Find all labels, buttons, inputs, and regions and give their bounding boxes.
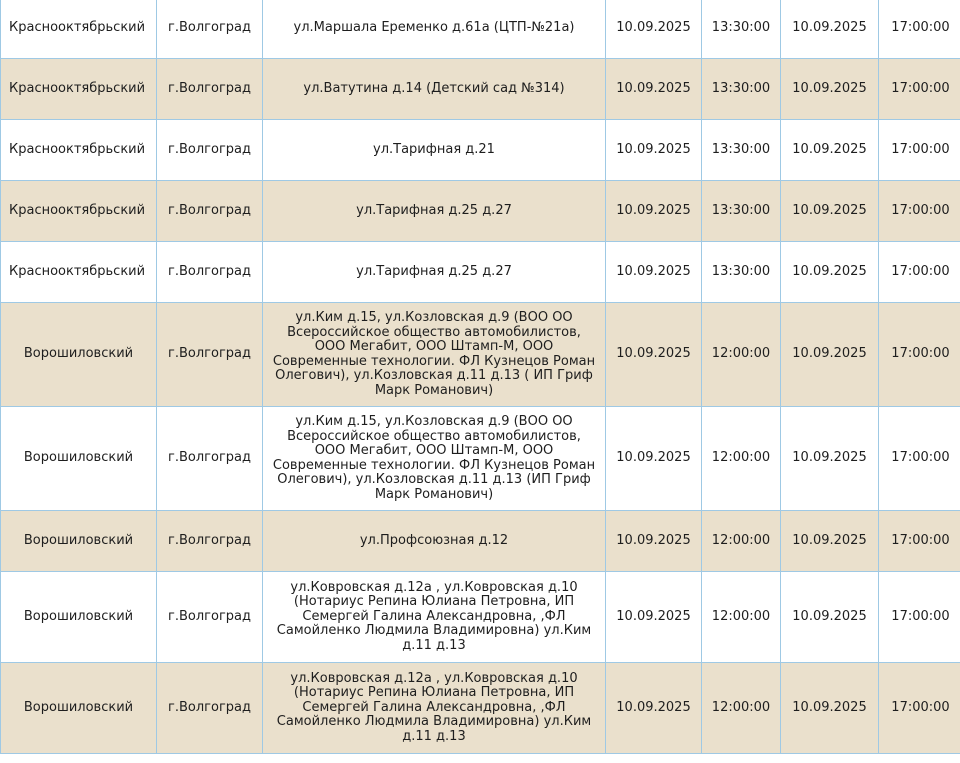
start-date-cell: 10.09.2025	[606, 511, 702, 572]
table-row	[1, 663, 960, 754]
address-cell: ул.Маршала Еременко д.61а (ЦТП-№21а)	[263, 0, 606, 59]
address-cell: ул.Ковровская д.12а , ул.Ковровская д.10 (Нотариус Репина Юлиана Петровна, ИП Семергей Галина Александровна, ,ФЛ Самойленко Людмила Владимировна) ул.Ким д.11 д.13	[263, 663, 606, 754]
start-time-cell: 12:00:00	[702, 511, 781, 572]
end-time-cell: 17:00:00	[879, 120, 960, 181]
address-cell: ул.Ким д.15, ул.Козловская д.9 (ВОО ОО Всероссийское общество автомобилистов, ООО Мегабит, ООО Штамп-М, ООО Современные технологии. ФЛ Кузнецов Роман Олегович), ул.Козловская д.11 д.13 ( ИП Гриф Марк Романович)	[263, 303, 606, 407]
end-date-cell: 10.09.2025	[781, 663, 879, 754]
city-cell: г.Волгоград	[157, 242, 263, 303]
address-cell: ул.Тарифная д.25 д.27	[263, 181, 606, 242]
address-cell: ул.Профсоюзная д.12	[263, 511, 606, 572]
end-date-cell: 10.09.2025	[781, 181, 879, 242]
start-date-cell: 10.09.2025	[606, 0, 702, 59]
end-date-cell: 10.09.2025	[781, 572, 879, 663]
start-date-cell: 10.09.2025	[606, 59, 702, 120]
city-cell: г.Волгоград	[157, 0, 263, 59]
start-time-cell: 13:30:00	[702, 0, 781, 59]
end-time-cell: 17:00:00	[879, 303, 960, 407]
city-cell: г.Волгоград	[157, 120, 263, 181]
start-date-cell: 10.09.2025	[606, 242, 702, 303]
end-time-cell: 17:00:00	[879, 663, 960, 754]
end-date-cell: 10.09.2025	[781, 511, 879, 572]
district-cell: Краснооктябрьский	[1, 0, 157, 59]
end-time-cell: 17:00:00	[879, 242, 960, 303]
end-date-cell: 10.09.2025	[781, 303, 879, 407]
start-date-cell: 10.09.2025	[606, 407, 702, 511]
start-time-cell: 13:30:00	[702, 120, 781, 181]
start-time-cell: 12:00:00	[702, 663, 781, 754]
table-row	[1, 120, 960, 181]
address-cell: ул.Ким д.15, ул.Козловская д.9 (ВОО ОО Всероссийское общество автомобилистов, ООО Мегабит, ООО Штамп-М, ООО Современные технологии. ФЛ Кузнецов Роман Олегович), ул.Козловская д.11 д.13 (ИП Гриф Марк Романович)	[263, 407, 606, 511]
district-cell: Ворошиловский	[1, 572, 157, 663]
start-time-cell: 13:30:00	[702, 242, 781, 303]
start-date-cell: 10.09.2025	[606, 303, 702, 407]
table-row	[1, 511, 960, 572]
table-row	[1, 59, 960, 120]
address-cell: ул.Ковровская д.12а , ул.Ковровская д.10 (Нотариус Репина Юлиана Петровна, ИП Семергей Галина Александровна, ,ФЛ Самойленко Людмила Владимировна) ул.Ким д.11 д.13	[263, 572, 606, 663]
district-cell: Ворошиловский	[1, 407, 157, 511]
city-cell: г.Волгоград	[157, 181, 263, 242]
start-date-cell: 10.09.2025	[606, 663, 702, 754]
end-date-cell: 10.09.2025	[781, 242, 879, 303]
address-cell: ул.Тарифная д.21	[263, 120, 606, 181]
end-date-cell: 10.09.2025	[781, 59, 879, 120]
district-cell: Краснооктябрьский	[1, 120, 157, 181]
district-cell: Ворошиловский	[1, 303, 157, 407]
start-time-cell: 12:00:00	[702, 303, 781, 407]
start-time-cell: 13:30:00	[702, 181, 781, 242]
district-cell: Ворошиловский	[1, 511, 157, 572]
city-cell: г.Волгоград	[157, 572, 263, 663]
end-time-cell: 17:00:00	[879, 511, 960, 572]
end-time-cell: 17:00:00	[879, 572, 960, 663]
table-row	[1, 0, 960, 59]
district-cell: Краснооктябрьский	[1, 59, 157, 120]
table-row	[1, 181, 960, 242]
city-cell: г.Волгоград	[157, 59, 263, 120]
start-time-cell: 12:00:00	[702, 407, 781, 511]
district-cell: Краснооктябрьский	[1, 181, 157, 242]
start-date-cell: 10.09.2025	[606, 572, 702, 663]
end-time-cell: 17:00:00	[879, 181, 960, 242]
district-cell: Краснооктябрьский	[1, 242, 157, 303]
city-cell: г.Волгоград	[157, 663, 263, 754]
end-time-cell: 17:00:00	[879, 59, 960, 120]
table-row	[1, 407, 960, 511]
city-cell: г.Волгоград	[157, 303, 263, 407]
city-cell: г.Волгоград	[157, 407, 263, 511]
end-date-cell: 10.09.2025	[781, 120, 879, 181]
table-row	[1, 242, 960, 303]
address-cell: ул.Ватутина д.14 (Детский сад №314)	[263, 59, 606, 120]
start-time-cell: 12:00:00	[702, 572, 781, 663]
end-date-cell: 10.09.2025	[781, 0, 879, 59]
city-cell: г.Волгоград	[157, 511, 263, 572]
address-cell: ул.Тарифная д.25 д.27	[263, 242, 606, 303]
start-date-cell: 10.09.2025	[606, 120, 702, 181]
start-time-cell: 13:30:00	[702, 59, 781, 120]
table-row	[1, 303, 960, 407]
district-cell: Ворошиловский	[1, 663, 157, 754]
end-date-cell: 10.09.2025	[781, 407, 879, 511]
end-time-cell: 17:00:00	[879, 407, 960, 511]
start-date-cell: 10.09.2025	[606, 181, 702, 242]
table-row	[1, 572, 960, 663]
end-time-cell: 17:00:00	[879, 0, 960, 59]
